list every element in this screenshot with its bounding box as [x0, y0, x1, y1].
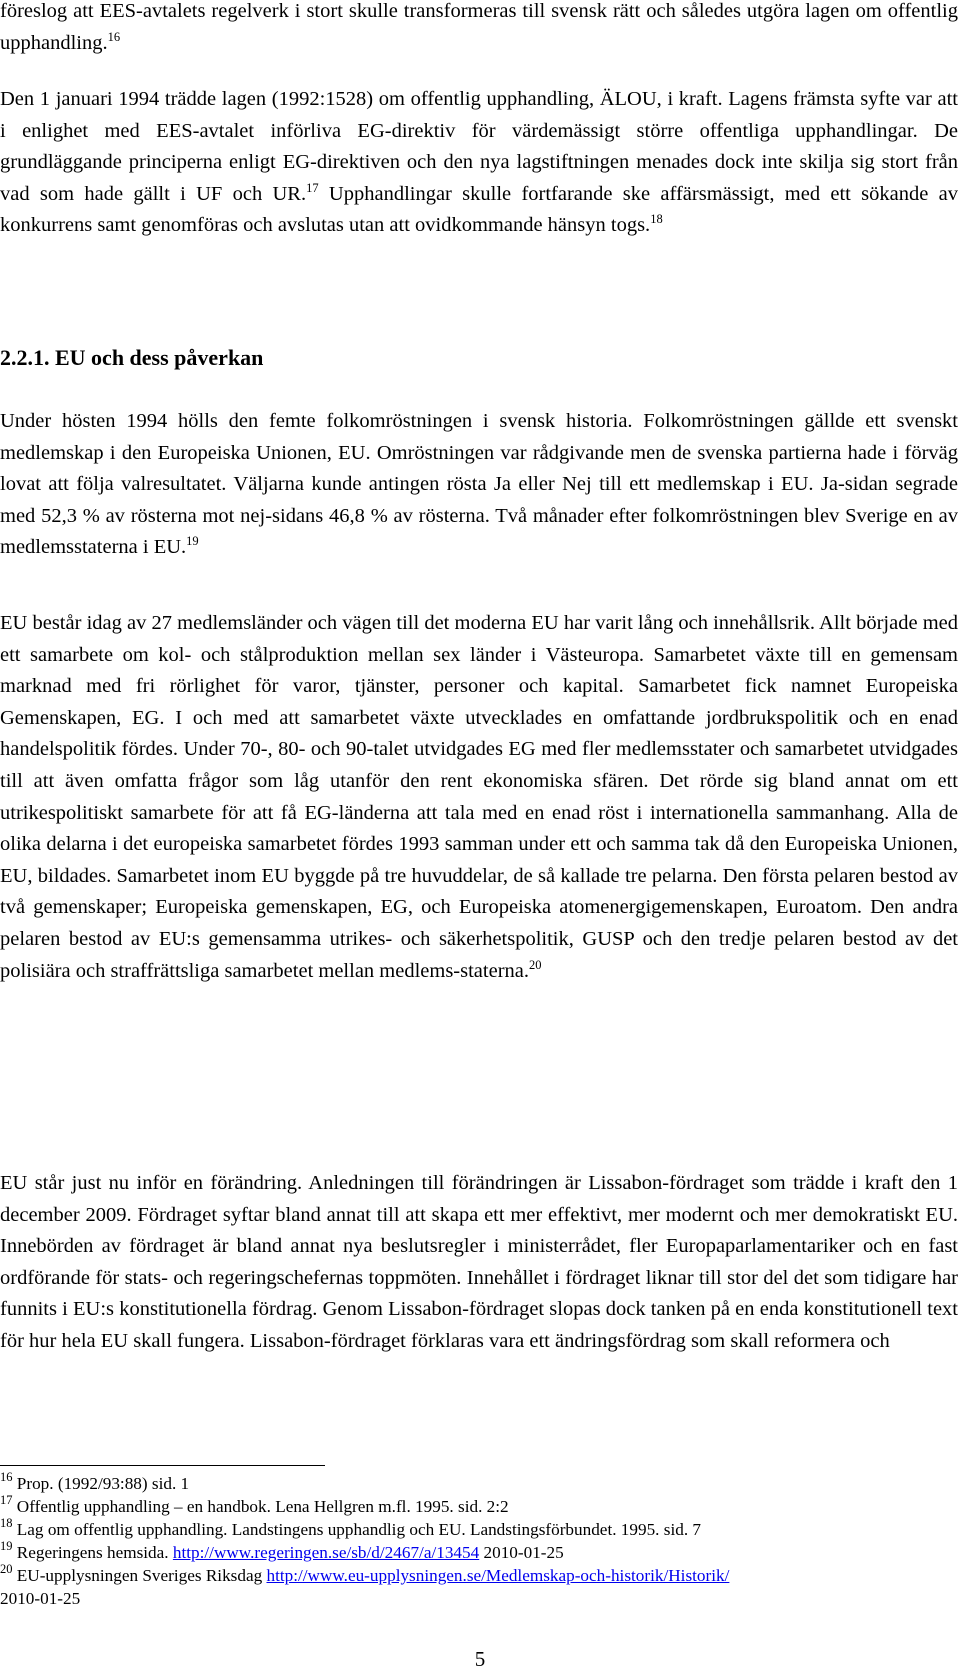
footnote-ref-16[interactable]: 16: [107, 29, 121, 44]
footnote-date: 2010-01-25: [0, 1589, 81, 1608]
footnote-19: [0, 1541, 958, 1564]
footnote-text: Prop. (1992/93:88) sid. 1: [16, 1474, 190, 1493]
footnote-20: [0, 1564, 958, 1610]
footnote-16: [0, 1472, 958, 1495]
paragraph-text: EU står just nu inför en förändring. Anledningen till förändringen är Lissabon-fördraget som trädde i kraft den 1 december 2009. Fördraget syftar bland annat till att skapa ett mer effektivt, mer modernt och mer demokratiskt EU. Innebörden av fördraget är bland annat nya beslutsregler i ministerrådet, fler Europaparlamentariker och en fast ordförande för stats- och regeringschefernas toppmöten. Innehållet i fördraget liknar till stor del det som tidigare har funnits i EU:s konstitutionella fördrag. Genom Lissabon-fördraget slopas dock tanken på en enda konstitutionell text för hur hela EU skall fungera. Lissabon-fördraget förklaras vara ett ändringsfördrag som skall reformera och: [0, 1172, 958, 1352]
footnote-link[interactable]: http://www.regeringen.se/sb/d/2467/a/13454: [172, 1543, 480, 1562]
footnote-number: 18: [0, 1516, 13, 1530]
paragraph-alou: [0, 84, 958, 242]
footnote-text: Offentlig upphandling – en handbok. Lena Hellgren m.fl. 1995. sid. 2:2: [16, 1497, 509, 1516]
footnote-ref-17[interactable]: 17: [306, 180, 319, 195]
footnote-link[interactable]: http://www.eu-upplysningen.se/Medlemskap-och-historik/Historik/: [266, 1566, 730, 1585]
paragraph-text: Upphandlingar skulle fortfarande ske affärsmässigt, med ett sökande av konkurrens samt genomföras och avslutas utan att ovidkommande hänsyn togs.: [0, 182, 958, 237]
footnote-number: 16: [0, 1470, 13, 1484]
section-heading: 2.2.1. EU och dess påverkan: [0, 345, 264, 370]
footnote-text: EU-upplysningen Sveriges Riksdag: [16, 1566, 263, 1585]
paragraph-text: Under hösten 1994 hölls den femte folkomröstningen i svensk historia. Folkomröstningen gällde ett svenskt medlemskap i den Europeiska Unionen, EU. Omröstningen var rådgivande men de svenska partierna hade i förväg lovat att följa valresultatet. Väljarna kunde antingen rösta Ja eller Nej till ett medlemskap i EU. Ja-sidan segrade med 52,3 % av rösterna mot nej-sidans 46,8 % av rösterna. Två månader efter folkomröstningen blev Sverige en av medlemsstaterna i EU.: [0, 410, 958, 559]
footnote-17: [0, 1495, 958, 1518]
footnote-number: 17: [0, 1493, 13, 1507]
footnote-number: 20: [0, 1562, 13, 1576]
footnote-number: 19: [0, 1539, 13, 1553]
paragraph-text: Den 1 januari 1994 trädde lagen (1992:1528) om offentlig upphandling, ÄLOU, i kraft. Lagens främsta syfte var att i enlighet med EES-avtalet införliva EG-direktiv för värdemässigt större offentliga upphandlingar. De grundläggande principerna enligt EG-direktiven och den nya lagstiftningen menades dock inte skilja sig stort från vad som hade gällt i UF och UR.: [0, 88, 958, 205]
footnote-ref-18[interactable]: 18: [650, 212, 663, 227]
paragraph-eu-history: [0, 608, 958, 987]
footnote-text: Regeringens hemsida.: [16, 1543, 169, 1562]
paragraph-intro-continuation: [0, 0, 958, 59]
paragraph-text: föreslog att EES-avtalets regelverk i stort skulle transformeras till svensk rätt och således utgöra lagen om offentlig upphandling.: [0, 0, 958, 54]
footnote-text: Lag om offentlig upphandling. Landstingens upphandlig och EU. Landstingsförbundet. 1995. sid. 7: [16, 1520, 702, 1539]
footnote-separator: [0, 1465, 325, 1466]
footnote-ref-19[interactable]: 19: [186, 534, 199, 549]
footnote-18: [0, 1518, 958, 1541]
paragraph-lisbon-treaty: [0, 1168, 958, 1358]
paragraph-text: EU består idag av 27 medlemsländer och vägen till det moderna EU har varit lång och innehållsrik. Allt började med ett samarbete om kol- och stålproduktion mellan sex länder i Västeuropa. Samarbetet växte till en gemensam marknad med fri rörlighet för varor, tjänster, personer och kapital. Samarbetet fick namnet Europeiska Gemenskapen, EG. I och med att samarbetet växte utvecklades en omfattande jordbrukspolitik och en enad handelspolitik fördes. Under 70-, 80- och 90-talet utvidgades EG med fler medlemsstater och samarbetet utvidgades till att även omfatta frågor som låg utanför den rent ekonomiska sfären. Det rörde sig bland annat om ett utrikespolitiskt samarbete för att få EG-länderna att tala med en enad röst i internationella sammanhang. Alla de olika delarna i det europeiska samarbetet fördes 1993 samman under ett och samma tak då den Europeiska Unionen, EU, bildades. Samarbetet inom EU byggde på tre huvuddelar, de så kallade tre pelarna. Den första pelaren bestod av två gemenskaper; Europeiska gemenskapen, EG, och Europeiska atomenergigemenskapen, Euroatom. Den andra pelaren bestod av EU:s gemensamma utrikes- och säkerhetspolitik, GUSP och den tredje pelaren bestod av det polisiära och straffrättsliga samarbetet mellan medlems-staterna.: [0, 612, 958, 982]
footnote-ref-20[interactable]: 20: [529, 957, 542, 972]
paragraph-eu-referendum: [0, 406, 958, 564]
footnote-date: 2010-01-25: [483, 1543, 564, 1562]
page-number: 5: [474, 1647, 486, 1671]
